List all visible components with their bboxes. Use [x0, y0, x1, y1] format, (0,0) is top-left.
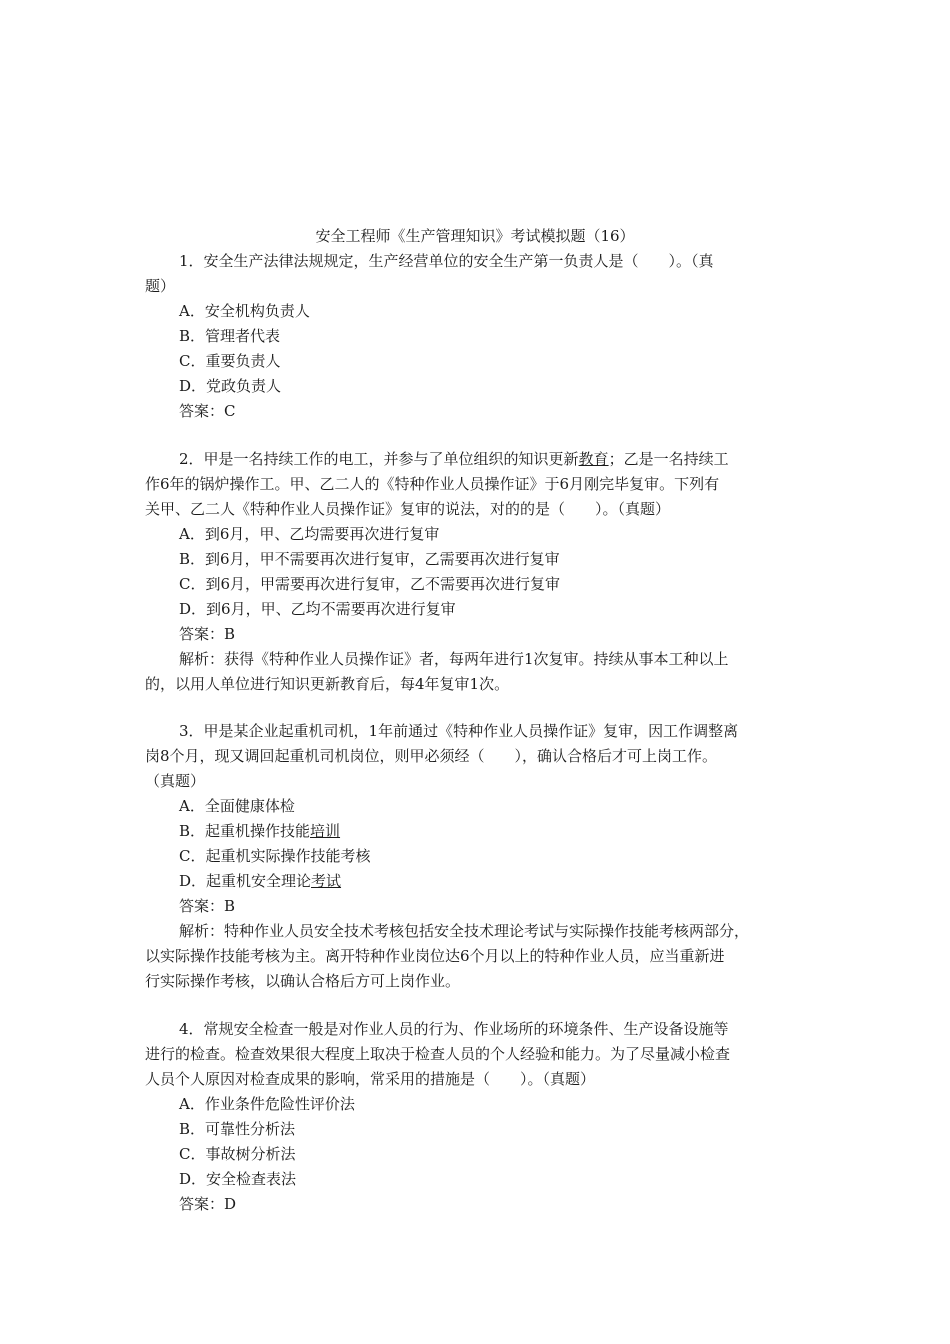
question-stem: 作6年的锅炉操作工。甲、乙二人的《特种作业人员操作证》于6月刚完毕复审。下列有 [145, 475, 720, 493]
question-3 [145, 719, 805, 994]
option-b: B．到6月，甲不需要再次进行复审，乙需要再次进行复审 [179, 550, 560, 568]
question-4 [145, 1017, 805, 1217]
question-stem: 岗8个月，现又调回起重机司机岗位，则甲必须经（ ），确认合格后才可上岗工作。 [145, 747, 718, 765]
option-a: A．安全机构负责人 [179, 302, 310, 320]
analysis: 以实际操作技能考核为主。离开特种作业岗位达6个月以上的特种作业人员，应当重新进 [145, 947, 725, 965]
question-stem: 3．甲是某企业起重机司机，1年前通过《特种作业人员操作证》复审，因工作调整离 [179, 722, 739, 740]
answer: 答案：B [179, 897, 236, 915]
option-d: D．安全检查表法 [179, 1170, 297, 1188]
answer: 答案：D [179, 1195, 237, 1213]
question-stem: 进行的检查。检查效果很大程度上取决于检查人员的个人经验和能力。为了尽量减小检查 [145, 1045, 731, 1063]
option-c: C．到6月，甲需要再次进行复审，乙不需要再次进行复审 [179, 575, 561, 593]
answer: 答案：B [179, 625, 236, 643]
stem-text: ；乙是一名持续工 [608, 450, 729, 468]
option-b: B．管理者代表 [179, 327, 281, 345]
option-c: C．重要负责人 [179, 352, 281, 370]
option-a: A．全面健康体检 [179, 797, 295, 815]
option-b: B．可靠性分析法 [179, 1120, 296, 1138]
option-text: D．起重机安全理论 [179, 872, 312, 890]
underlined-link-text[interactable]: 培训 [310, 822, 341, 840]
question-stem: 4．常规安全检查一般是对作业人员的行为、作业场所的环境条件、生产设备设施等 [179, 1020, 729, 1038]
underlined-link-text[interactable]: 教育 [578, 450, 609, 468]
question-stem: 人员个人原因对检查成果的影响，常采用的措施是（ ）。（真题） [145, 1070, 596, 1088]
option-a: A．作业条件危险性评价法 [179, 1095, 355, 1113]
stem-text: 2．甲是一名持续工作的电工，并参与了单位组织的知识更新 [179, 450, 579, 468]
option-b [145, 819, 805, 844]
question-1 [145, 249, 805, 424]
option-text: B．起重机操作技能 [179, 822, 311, 840]
option-d [145, 869, 805, 894]
question-stem: 关甲、乙二人《特种作业人员操作证》复审的说法，对的的是（ ）。（真题） [145, 500, 671, 518]
option-d: D．党政负责人 [179, 377, 282, 395]
analysis: 的，以用人单位进行知识更新教育后，每4年复审1次。 [145, 675, 510, 693]
answer: 答案：C [179, 402, 236, 420]
option-d: D．到6月，甲、乙均不需要再次进行复审 [179, 600, 456, 618]
analysis: 行实际操作考核，以确认合格后方可上岗作业。 [145, 972, 461, 990]
analysis: 解析：特种作业人员安全技术考核包括安全技术理论考试与实际操作技能考核两部分， [179, 922, 750, 940]
question-stem [145, 447, 805, 472]
question-stem: 题） [145, 277, 176, 295]
option-c: C．事故树分析法 [179, 1145, 296, 1163]
document-title: 安全工程师《生产管理知识》考试模拟题（16） [315, 227, 635, 245]
option-a: A．到6月，甲、乙均需要再次进行复审 [179, 525, 440, 543]
question-2 [145, 447, 805, 697]
option-c: C．起重机实际操作技能考核 [179, 847, 371, 865]
analysis: 解析：获得《特种作业人员操作证》者，每两年进行1次复审。持续从事本工种以上 [179, 650, 729, 668]
underlined-link-text[interactable]: 考试 [311, 872, 342, 890]
question-stem: （真题） [145, 772, 206, 790]
question-stem: 1．安全生产法律法规规定，生产经营单位的安全生产第一负责人是（ ）。（真 [179, 252, 714, 270]
